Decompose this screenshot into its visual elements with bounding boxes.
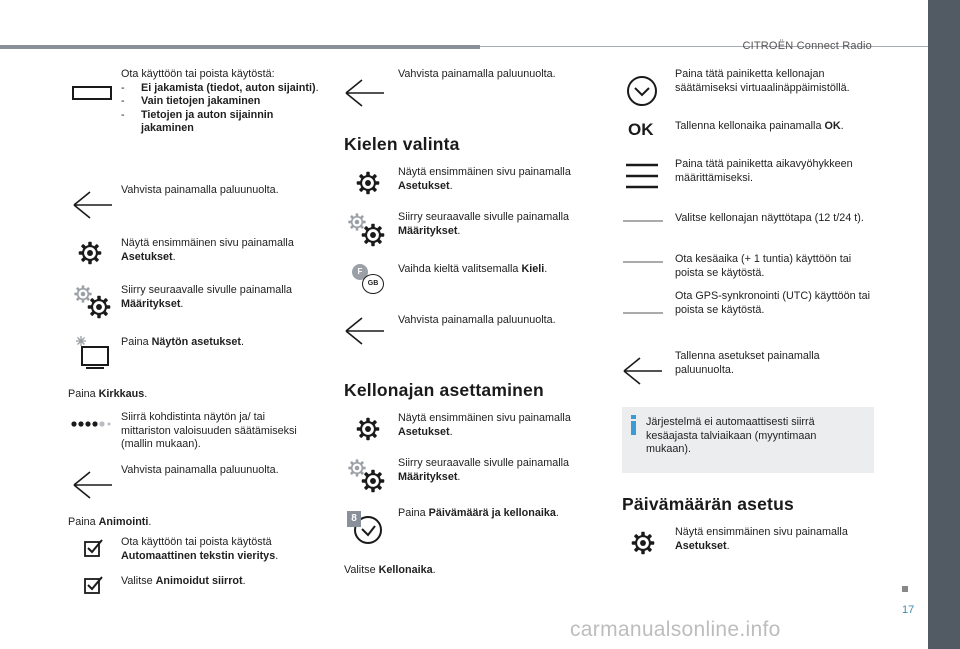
rectangle-button-icon	[72, 86, 112, 100]
item-text: Siirry seuraavalle sivulle painamalla Määritykset.	[121, 284, 293, 310]
gear-icon	[355, 416, 381, 442]
page-marker	[902, 586, 908, 592]
info-note	[622, 407, 874, 473]
ok-icon: OK	[628, 120, 654, 139]
back-arrow-icon	[620, 356, 664, 386]
checkbox-icon	[83, 538, 105, 558]
item-text: Paina Näytön asetukset.	[121, 336, 245, 348]
item-text: Näytä ensimmäinen sivu painamalla Asetukset.	[398, 412, 571, 438]
page-number: 17	[902, 604, 915, 616]
toggle-line-icon	[622, 260, 664, 264]
item-text: Ota kesäaika (+ 1 tuntia) käyttöön tai poista se käytöstä.	[675, 253, 852, 279]
gear-icon	[77, 240, 103, 266]
double-gear-icon	[347, 458, 387, 494]
language-badge-f: F	[352, 264, 368, 280]
back-arrow-icon	[342, 316, 386, 346]
item-text: Ota GPS-synkronointi (UTC) käyttöön tai poista se käytöstä.	[675, 290, 871, 316]
bullet-row: - Tietojen ja auton sijainnin jakaminen	[121, 109, 321, 136]
page-side-tab	[928, 0, 960, 649]
item-text: Siirry seuraavalle sivulle painamalla Määritykset.	[398, 211, 570, 237]
item-text: Vahvista painamalla paluunuolta.	[398, 314, 556, 326]
item-text: Paina tätä painiketta kellonajan säätämiseksi virtuaalinäppäimistöllä.	[675, 68, 850, 94]
chevron-circle-icon	[626, 75, 658, 107]
large-gear-icon	[86, 294, 112, 320]
brightness-slider-icon	[71, 419, 111, 429]
sharing-intro: Ota käyttöön tai poista käytöstä:	[121, 68, 275, 80]
item-text: Tallenna kellonaika painamalla OK.	[675, 120, 844, 132]
bullet-bold: Vain tietojen jakaminen	[141, 95, 261, 108]
language-badge-gb: GB	[362, 274, 384, 294]
header-title: CITROËN Connect Radio	[742, 40, 872, 52]
item-text: Valitse kellonajan näyttötapa (12 t/24 t).	[675, 212, 864, 224]
info-icon	[629, 415, 639, 435]
info-note-text: Järjestelmä ei automaattisesti siirrä kesäajasta talviaikaan (myyntimaan mukaan).	[646, 416, 817, 456]
toggle-line-icon	[622, 311, 664, 315]
item-text: Vahvista painamalla paluunuolta.	[121, 464, 279, 476]
toggle-line-icon	[622, 219, 664, 223]
section-heading-language: Kielen valinta	[344, 134, 460, 154]
back-arrow-icon	[342, 78, 386, 108]
item-text: Näytä ensimmäinen sivu painamalla Asetukset.	[398, 166, 571, 192]
section-heading-clock: Kellonajan asettaminen	[344, 380, 544, 400]
menu-icon	[624, 162, 660, 190]
item-text: Paina tätä painiketta aikavyöhykkeen määrittämiseksi.	[675, 158, 853, 184]
bullet-bold: Tietojen ja auton sijainnin jakaminen	[141, 108, 274, 135]
bullet-bold: Ei jakamista (tiedot, auton sijainti)	[141, 81, 316, 94]
item-text: Ota käyttöön tai poista käytöstä Automaattinen tekstin vieritys.	[121, 536, 279, 562]
clock-badge: 8	[347, 511, 361, 527]
double-gear-icon	[347, 212, 387, 248]
bullet-row: - Ei jakamista (tiedot, auton sijainti).	[121, 81, 319, 94]
gear-icon	[355, 170, 381, 196]
item-text: Vaihda kieltä valitsemalla Kieli.	[398, 263, 548, 275]
header-rule	[0, 45, 480, 49]
large-gear-icon	[360, 222, 386, 248]
gear-icon	[630, 530, 656, 556]
checkbox-icon	[83, 575, 105, 595]
item-text: Vahvista painamalla paluunuolta.	[121, 184, 279, 196]
item-text: Siirry seuraavalle sivulle painamalla Määritykset.	[398, 457, 570, 483]
animation-label: Paina Animointi.	[68, 516, 152, 528]
double-gear-icon	[73, 284, 113, 320]
select-clock-label: Valitse Kellonaika.	[344, 564, 436, 576]
bullet-row: - Vain tietojen jakaminen	[121, 95, 261, 108]
item-text: Siirrä kohdistinta näytön ja/ tai mittariston valoisuuden säätämiseksi (mallin mukaan).	[121, 411, 297, 451]
item-text: Paina Päivämäärä ja kellonaika.	[398, 507, 559, 519]
item-text: Näytä ensimmäinen sivu painamalla Asetukset.	[675, 526, 848, 552]
back-arrow-icon	[70, 190, 114, 220]
item-text: Valitse Animoidut siirrot.	[121, 575, 246, 587]
watermark: carmanualsonline.info	[570, 618, 781, 641]
brightness-label: Paina Kirkkaus.	[68, 388, 148, 400]
item-text: Tallenna asetukset painamalla paluunuolta.	[675, 350, 820, 376]
language-icon	[350, 264, 386, 294]
back-arrow-icon	[70, 470, 114, 500]
item-text: Näytä ensimmäinen sivu painamalla Asetukset.	[121, 237, 294, 263]
large-gear-icon	[360, 468, 386, 494]
screen-settings-icon	[74, 334, 114, 370]
section-heading-date: Päivämäärän asetus	[622, 494, 794, 514]
clock-settings-icon	[347, 511, 385, 547]
item-text: Vahvista painamalla paluunuolta.	[398, 68, 556, 80]
